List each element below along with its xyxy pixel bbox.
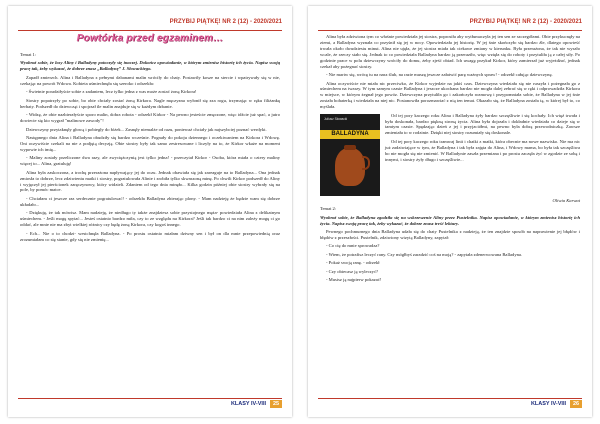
story-paragraph: Alina oczywiście nie miała nic przeciwko, że Kirkor wyjedzie na jakiś czas. Dziewczyna wiedziała się nie ruszyła i pożegnała go z uśmiechem na twarzy. W tym samym czasie Balladyna i jeszcze ukochana bardzo nie mogła dalej zebrać się w ręki i odprowadziła Kirkora w miejsce, w którym żegnał jego powóz. Dziewczyna przytuliła go i zakończyła rozmowę i przypomniała sobie, że Balladyna w jej śnie została bohaterką i wiedziała na niej nic. Postanowiła porozmawiać z nią ten temat. Okazało się, że Balladyna została tą, w której był to, co myślała. bbox=[320, 80, 580, 110]
story-paragraph: - Świetnie poradziłyście sobie z zadaniem, lecz tylko jedna z was może zostać żoną Kirkora! bbox=[26, 89, 197, 95]
story-paragraph: - Maliny zostały przeliczone dwa razy, ale zwyciężczynią jest tylko jedna! - przeczytał Kirkor - Osoba, która miała o cztery maliny więcej to... Alina, gratuluję! bbox=[20, 155, 280, 167]
story-paragraph: - Widzę, że obie nazbierałyście sporo malin, dobra robota - odrzekł Kirkor - Na pewno jesteście zmęczone, więc idźcie już spać, a jutro dowiecie się kto wygrał "malinowe zawody"! bbox=[20, 112, 280, 124]
page-body bbox=[20, 34, 280, 395]
story-paragraph: - Nie martw się, wrócę tu na nasz ślub, na razie muszę jeszcze załatwić parę ważnych spraw! - odrzekł całując dziewczynę. bbox=[326, 72, 553, 78]
page-header bbox=[18, 19, 282, 31]
page-footer bbox=[18, 398, 282, 409]
story-paragraphs-top bbox=[320, 34, 580, 110]
book-cover-image bbox=[320, 114, 380, 196]
story-paragraph: Następnego dnia Alina i Balladyna obudziły się bardzo wcześnie. Pognały do pokoju dziennego i oczekiwaniem na Kirkora i Wdowę. Oni oczywiście czekali na nie z podjętą decyzją. Obie siostry były tak samo zestresowane i liczyły na to, że Kirkor wkaże na moment wypowie ich imię... bbox=[20, 135, 280, 152]
page-left bbox=[8, 6, 292, 417]
story-paragraph: - Pokaż swoją ranę. - odrzekł bbox=[326, 260, 380, 266]
topic-label: Temat 2: bbox=[320, 206, 337, 212]
page-body bbox=[320, 34, 580, 395]
book-title: BALLADYNA bbox=[320, 130, 380, 139]
story-paragraph: - Co cię do mnie sprowadza? bbox=[326, 243, 380, 249]
story-paragraph: Pewnego pochmurnego dnia Balladyna udała się do chaty Pustelnika z nadzieją, że ten znajdzie sposób na naprawienie jej błędów i błędów z przeszłości. Pustelnik, zdziwiony wizytą Balladyny, zapytał: bbox=[320, 229, 580, 240]
clay-jug-illustration bbox=[335, 148, 365, 186]
footer-label: KLASY IV-VIII bbox=[530, 401, 566, 407]
story-paragraph: - Musisz ją najpierw pokazać! bbox=[326, 277, 382, 283]
page-number: 25 bbox=[270, 400, 282, 408]
story-paragraph: Zapadł zmierzch. Alina i Balladyna z pełnymi dzbanami malin wróciły do chaty. Postawiły kosze na stercie i wpatrywały się w nie, czekając na powrót Wdowa. Kobieta uśmiechnęła się szeroko i odrzekła: bbox=[20, 74, 280, 86]
story-paragraph: - Czy obiecasz ją wyleczyć? bbox=[326, 268, 379, 274]
image-wrap-section bbox=[320, 113, 580, 198]
story-paragraph: Dziewczyny przytaknęły głową i pobiegły do łóżek... Zasnęły niemalże od razu, ponieważ chciały jak najszybciej poznać werdykt. bbox=[26, 126, 267, 132]
header-text: PRZYBIJ PIĄTKĘ! NR 2 (12) - 2020/2021 bbox=[469, 19, 582, 25]
page-right bbox=[308, 6, 592, 417]
story-paragraph: Od tej pory kaczego roku Alina i Balladyna żyły bardzo szczęśliwie i się kochały. Ich więź trwała i była doskonała, bardzo piękną stroną życia. Alina była dojrzała i dokładnie wiedziała co dzieje się w tamtym czasie. Spędzając dzień z jej i przyjaciółmi, na pewno była dobrą przewodniczką. Zawsze zmieniała to w rodzinie. Dzięki niej siostry rozumiały się doskonale. bbox=[385, 112, 580, 136]
topic-label: Temat 1: bbox=[20, 51, 37, 57]
header-text: PRZYBIJ PIĄTKĘ! NR 2 (12) - 2020/2021 bbox=[169, 19, 282, 25]
story-paragraph: Alina była zaskoczona, a trochę przerażona napływający jej do oczu. Jednak obawiała się jak zareaguje na to Balladyna... Ona jednak zmiosła to dobrze, lecz zdziwieniu matki i siostry, pogratulowała Alinie i zrobiła tylko skwaszoną minę. Po chwili Kirkor podszedł do Aliny i wyjęczył jej pierścionek zaręczynowy, który widzieli. Zdaniem od tego dnia minęło... Kilka godzin później obie siostry wybrały się na pole, by pomóc matce. bbox=[20, 169, 280, 193]
task-text: Wyobraź sobie, że Balladyna zgodziła się na wskrzeszenie Aliny przez Pustelnika. Napisz opowiadanie, w którym zmienisz historię ich życia. Napisz swoją pracę tak, żeby wykazać, że dobrze znasz treść lektury. bbox=[320, 214, 580, 226]
story-paragraph: Alina była zdziwiona tym co właśnie powiedziała jej siostra, poprosiła aby wytłumaczyła jej ten sen ze szczegółami. Obie przykucnęły na ziemi, a Balladyna wyznała co przyśnił się jej w nocy. Opowiedziała jej historię. W jej śnie skończyło się bardzo źle, dlatego opowieść trwała około dwudziestu minut. Alina nie ujęła, że jej siostra miała tak ciekawe zmiany w kierunku. Była przerażona, że tak nie wyszło wcale, że rzeczy stało się. Jednak to co powiedziała Balladyna bardzo ją przeraziło, więc wzięła się do roboty i przytuliła ją z całej siły. Po godzinie prace w polu dziewczyny wróciły do domu, żeby zjeść obiad. Ich uwagę przykuł Kirkor, który zamierzał już wyjeżdżać, jednak czekał aby pożegnać siostry. bbox=[320, 34, 580, 69]
story-paragraph: - Ech... Nie o to chodzi- westchnęła Balladyna. - Po prostu ostatnio miałam dziwny sen i był on dla mnie przepowiednią oraz zrozumiałam co się stanie, gdy się nie zmienię... bbox=[20, 230, 280, 242]
author-signature: Oliwia Karwat bbox=[552, 197, 580, 203]
story-paragraphs bbox=[20, 75, 280, 243]
book-author: Juliusz Słowacki bbox=[324, 116, 348, 121]
page-header bbox=[318, 19, 582, 31]
story-paragraph: Od tej pory kaczego roku tramwaj linii i chatki z matki, która obecnie ma nowe nazwisko. Nie ma nic już zadziwiające w tym, że Balladyna i tak była zajęta do Alina, i Wdowy mama, bo była tak szczęśliwa bo nie mogła się nie zmienić. W Balladynie zaszła przemiana i po prostu zaczęła żyć w zgodzie ze sobą i innymi, i siostry żyły długo i szczęśliwie... bbox=[385, 138, 580, 162]
article-title: Powtórka przed egzaminem… bbox=[76, 33, 224, 44]
page-footer bbox=[318, 398, 582, 409]
story-paragraph: - Wiem, że potrafisz leczyć rany. Czy mógłbyś zaradzić coś na moją? - zapytała zdenerwowana Balladyna. bbox=[326, 251, 523, 257]
story-paragraph: Siostry popatrzyły po sobie, bo obie chciały zostać żoną Kirkora. Nagle męczyzna wyłonił się zza rogu, trzymając w ręku filiżankę herbaty. Podszedł do dziewcząt i spojrzał ile malin znajduje się w każdym dzbanie. bbox=[20, 97, 280, 109]
story-paragraphs-bottom bbox=[320, 229, 580, 283]
story-paragraph: - Dziękuję, że tak mówisz. Mam nadzieję, że niedługo ty także znajdziesz sobie przystojnego męża- powiedziała Alina z delikatnym uśmiechem. - Jeśli mogę spytać... Jesteś ostatnio bardzo miła, czy to ze względu na Kirkora? Jeśli tak bardzo ci na nim zależy mogę ci go oddać, ale mnie nie ma zbyt wielkiej różnicy czy będę żoną Kirkora, czy kogoś innego. bbox=[20, 210, 280, 228]
task-text: Wyobraź sobie, że losy Aliny i Balladyny potoczyły się inaczej. Dokończ opowiadanie, w którym zmienisz historię ich życia. Napisz swoją pracę tak, żeby wykazać, że dobrze znasz „Balladynę” J. Słowackiego. bbox=[20, 60, 280, 72]
footer-label: KLASY IV-VIII bbox=[230, 401, 266, 407]
page-number: 26 bbox=[570, 400, 582, 408]
story-paragraph: - Chciałam ci jeszcze raz serdecznie pogratulować! - odrzekła Balladyna zbierając plony. - Mam nadzieję że będzie wam się dobrze układało... bbox=[20, 195, 280, 207]
